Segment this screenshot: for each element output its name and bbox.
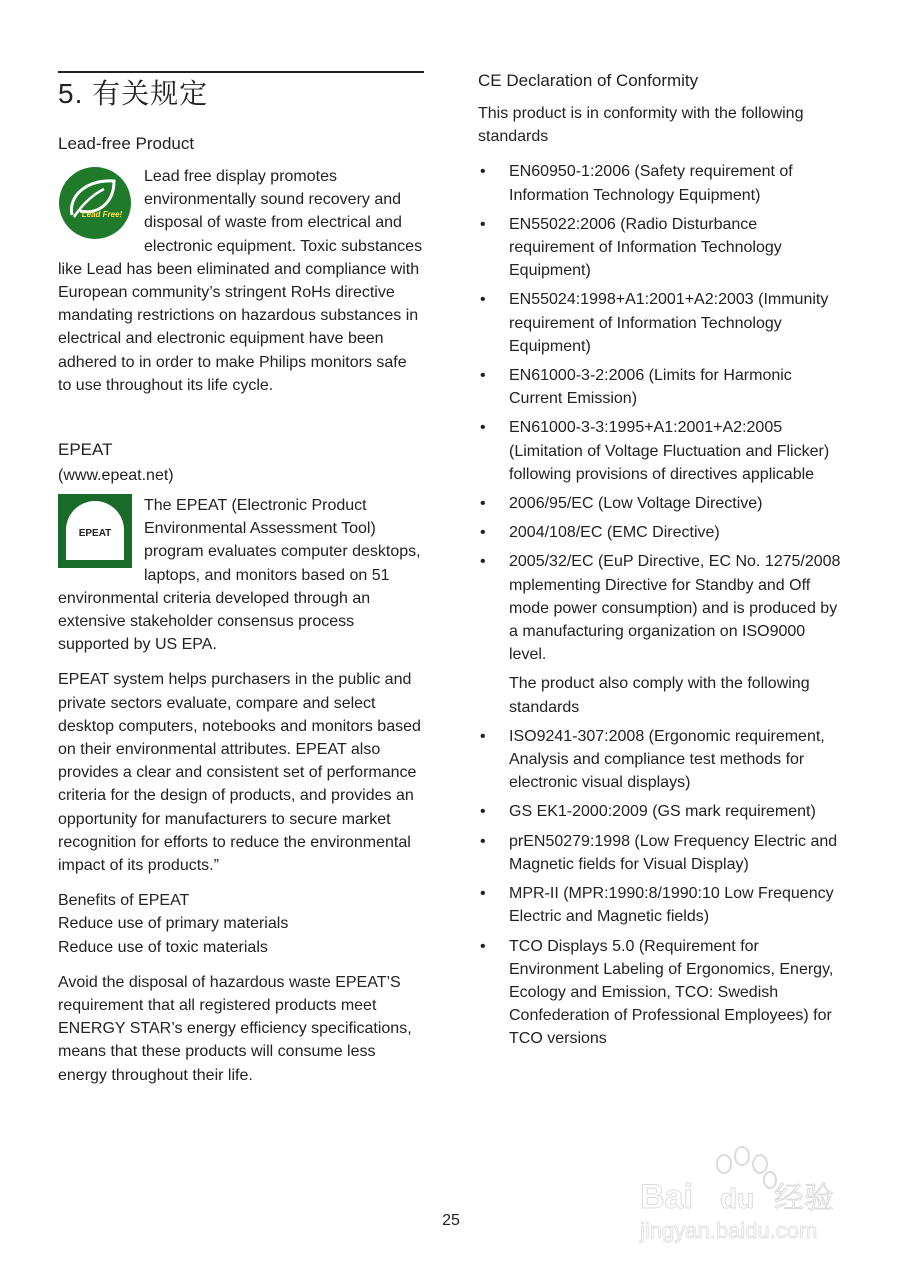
epeat-benefit: Reduce use of primary materials — [58, 915, 289, 933]
bullet-icon: • — [480, 524, 486, 542]
standard-text: 2005/32/EC (EuP Directive, EC No. 1275/2008 mplementing Directive for Standby and Off mode power consumption) and is produced by a manufacturing organization on ISO9000 level. — [509, 553, 841, 664]
standard-item — [478, 882, 846, 928]
svg-text:jingyan.baidu.com: jingyan.baidu.com — [640, 1218, 818, 1243]
section-title: 5. 有关规定 — [58, 78, 209, 109]
bullet-icon: • — [480, 367, 486, 385]
standard-text: GS EK1-2000:2009 (GS mark requirement) — [509, 803, 816, 821]
standard-text: TCO Displays 5.0 (Requirement for Environment Labeling of Ergonomics, Energy, Ecology and Emission, TCO: Swedish Confederation of Professional Employees) for TCO versions — [509, 937, 834, 1048]
standard-item — [478, 725, 846, 795]
epeat-body-2: EPEAT system helps purchasers in the public and private sectors evaluate, compare and select desktop computers, notebooks and monitors based on their environmental attributes. EPEAT also provides a clear and consistent set of performance criteria for the design of products, and provides an opportunity for manufacturers to secure market recognition for efforts to reduce the environmental impact of its products.” — [58, 671, 421, 875]
standard-item — [478, 160, 846, 206]
standard-item — [478, 288, 846, 358]
standard-text: 2004/108/EC (EMC Directive) — [509, 524, 720, 542]
svg-text:EPEAT: EPEAT — [78, 528, 112, 539]
standard-item — [478, 521, 846, 544]
bullet-icon: • — [480, 832, 486, 850]
svg-text:Lead Free!: Lead Free! — [81, 210, 123, 219]
bullet-icon: • — [480, 727, 486, 745]
epeat-benefits-title: Benefits of EPEAT — [58, 892, 190, 910]
ce-intro: This product is in conformity with the following standards — [478, 105, 804, 146]
standard-text: EN60950-1:2006 (Safety requirement of Information Technology Equipment) — [509, 163, 793, 204]
bullet-icon: • — [480, 937, 486, 955]
standard-text: EN55024:1998+A1:2001+A2:2003 (Immunity requirement of Information Technology Equipment) — [509, 291, 829, 355]
standard-item — [478, 830, 846, 876]
standard-item — [478, 935, 846, 1051]
standard-text: EN55022:2006 (Radio Disturbance requirement of Information Technology Equipment) — [509, 215, 782, 280]
standard-text: MPR-II (MPR:1990:8/1990:10 Low Frequency Electric and Magnetic fields) — [509, 885, 834, 926]
standard-text: prEN50279:1998 (Low Frequency Electric and Magnetic fields for Visual Display) — [509, 832, 838, 873]
lead-free-body: Lead free display promotes environmentally sound recovery and disposal of waste from electrical and electronic equipment. Toxic substances like Lead has been eliminated and compliance with European community’s stringent RoHs directive mandating restrictions on hazardous substances in electrical and electronic equipment have been adhered to in order to make Philips monitors safe to use throughout its life cycle. — [58, 168, 423, 394]
epeat-body-1: The EPEAT (Electronic Product Environmental Assessment Tool) program evaluates computer desktops, laptops, and monitors based on 51 environmental criteria developed through an extensive stakeholder consensus process supported by US EPA. — [58, 497, 421, 654]
bullet-icon: • — [480, 163, 486, 181]
svg-text:Bai: Bai — [640, 1178, 693, 1216]
standard-item — [478, 364, 846, 410]
epeat-url[interactable]: (www.epeat.net) — [58, 467, 174, 484]
epeat-body-3: Avoid the disposal of hazardous waste EPEAT’S requirement that all registered products meet ENERGY STAR’s energy efficiency specifications, means that these products will consume less energy throughout their life. — [58, 973, 412, 1084]
ce-additional-standards-list — [478, 725, 846, 1051]
standard-text: EN61000-3-3:1995+A1:2001+A2:2005 (Limitation of Voltage Fluctuation and Flicker) following provisions of directives applicable — [509, 419, 830, 483]
baidu-watermark-icon — [636, 1146, 850, 1246]
page-number: 25 — [442, 1212, 460, 1229]
standard-text: EN61000-3-2:2006 (Limits for Harmonic Current Emission) — [509, 367, 792, 408]
bullet-icon: • — [480, 291, 486, 309]
svg-text:du: du — [720, 1183, 755, 1214]
ce-standards-list — [478, 160, 846, 666]
epeat-heading: EPEAT — [58, 440, 113, 459]
epeat-benefit: Reduce use of toxic materials — [58, 938, 268, 956]
standard-item — [478, 492, 846, 515]
ce-heading: CE Declaration of Conformity — [478, 71, 699, 90]
bullet-icon: • — [480, 803, 486, 821]
svg-text:经验: 经验 — [774, 1181, 834, 1216]
bullet-icon: • — [480, 553, 486, 571]
standard-text: ISO9241-307:2008 (Ergonomic requirement, Analysis and compliance test methods for electronic visual displays) — [509, 727, 825, 792]
ce-also-text: The product also comply with the following standards — [509, 675, 810, 716]
bullet-icon: • — [480, 215, 486, 233]
standard-item — [478, 550, 846, 666]
standard-item — [478, 800, 846, 823]
standard-item — [478, 416, 846, 486]
lead-free-heading: Lead-free Product — [58, 134, 195, 153]
bullet-icon: • — [480, 885, 486, 903]
bullet-icon: • — [480, 419, 486, 437]
lead-free-logo-icon — [58, 165, 132, 239]
standard-text: 2006/95/EC (Low Voltage Directive) — [509, 495, 763, 513]
standard-item — [478, 213, 846, 283]
bullet-icon: • — [480, 495, 486, 513]
epeat-logo-icon — [58, 494, 132, 568]
